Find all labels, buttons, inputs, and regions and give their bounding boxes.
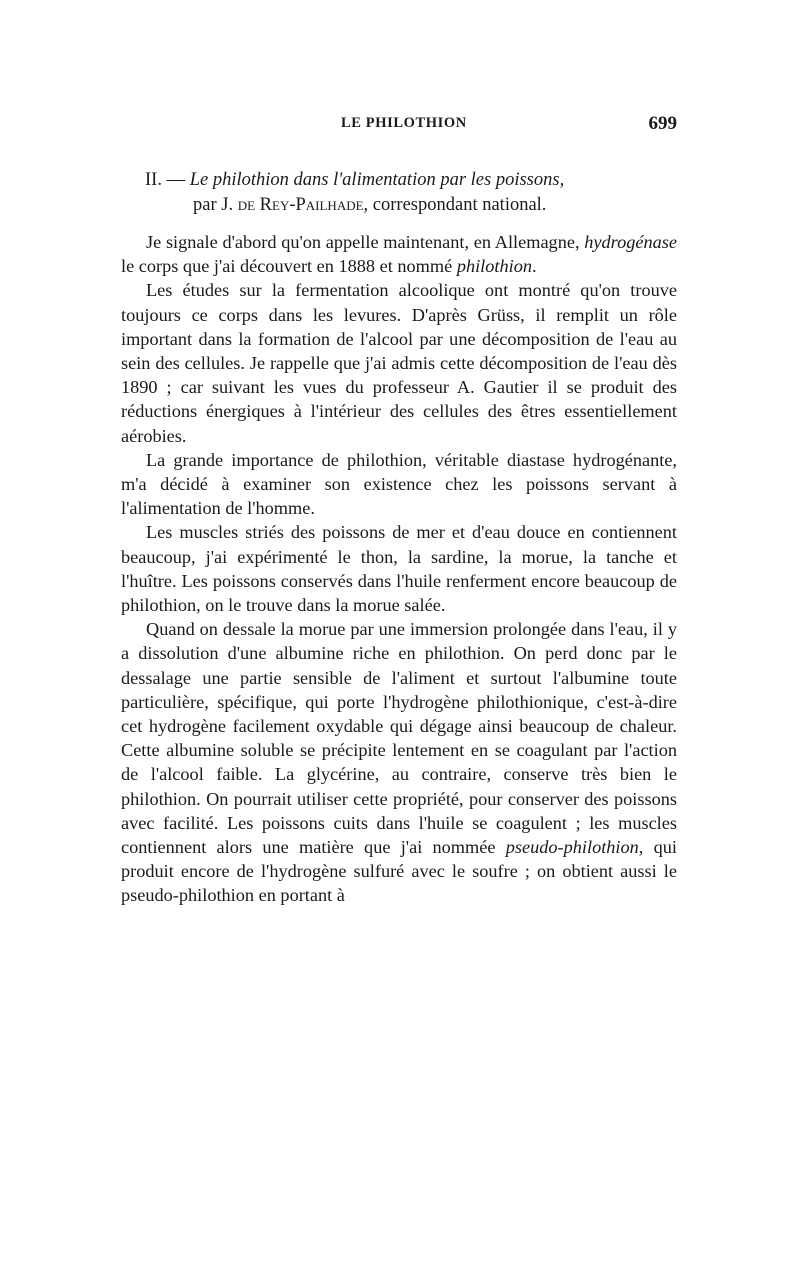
paragraph [121,617,677,907]
section-title-line [145,168,677,193]
paragraph-text: , qui produit encore de l'hydrogène sulfuré avec le soufre ; on obtient aussi le pseudo-philothion en portant à [121,837,677,906]
paragraph-italic-term: philothion [456,256,532,277]
body-text [121,230,677,908]
section-heading: Le philothion dans l'alimentation par les poissons, [189,170,565,190]
paragraph-text: Je signale d'abord qu'on appelle maintenant, en Allemagne, [146,232,585,252]
paragraph-italic-term: hydrogénase [584,232,677,252]
paragraph: La grande importance de philothion, véritable diastase hydrogénante, m'a décidé à examiner son existence chez les poissons servant à l'alimentation de l'homme. [121,449,677,519]
page-header [121,113,677,141]
paragraph [121,230,677,278]
paragraph-text: . [531,256,537,277]
paragraph-text: le corps que j'ai découvert en 1888 et nommé [121,256,457,277]
page-number: 699 [648,113,677,134]
paragraph: Les muscles striés des poissons de mer et d'eau douce en contiennent beaucoup, j'ai expérimenté le thon, la sardine, la morue, la tanche et l'huître. Les poissons conservés dans l'huile renferment encore beaucoup de philothion, on le trouve dans la morue salée. [121,522,677,616]
byline-prefix: par J. [193,195,238,215]
author-role: , correspondant national. [363,195,547,215]
paragraph: Les études sur la fermentation alcoolique ont montré qu'on trouve toujours ce corps dans les levures. D'après Grüss, il remplit un rôle important dans la formation de l'alcool par une décomposition de l'eau au sein des cellules. Je rappelle que j'ai admis cette décomposition de l'eau dès 1890 ; car suivant les vues du professeur A. Gautier il se produit des réductions énergiques à l'intérieur des cellules des êtres essentiellement aérobies. [121,280,677,446]
running-title: LE PHILOTHION [341,115,467,131]
paragraph-text: Quand on dessale la morue par une immersion prolongée dans l'eau, il y a dissolution d'une albumine riche en philothion. On perd donc par le dessalage une partie sensible de l'aliment et surtout l'albumine toute particulière, spécifique, qui porte l'hydrogène philothionique, c'est-à-dire cet hydrogène facilement oxydable qui dégage ainsi beaucoup de chaleur. Cette albumine soluble se précipite lentement en se coagulant par l'action de l'alcool faible. La glycérine, au contraire, conserve très bien le philothion. On pourrait utiliser cette propriété, pour conserver des poissons avec facilité. Les poissons cuits dans l'huile se coagulent ; les muscles contiennent alors une matière que j'ai nommée [121,619,677,858]
paragraph-italic-term: pseudo-philothion [505,837,639,858]
author-name: de Rey-Pailhade [237,195,364,215]
section-number: II. — [145,170,190,190]
section-byline [145,193,677,218]
section-title [145,168,677,218]
